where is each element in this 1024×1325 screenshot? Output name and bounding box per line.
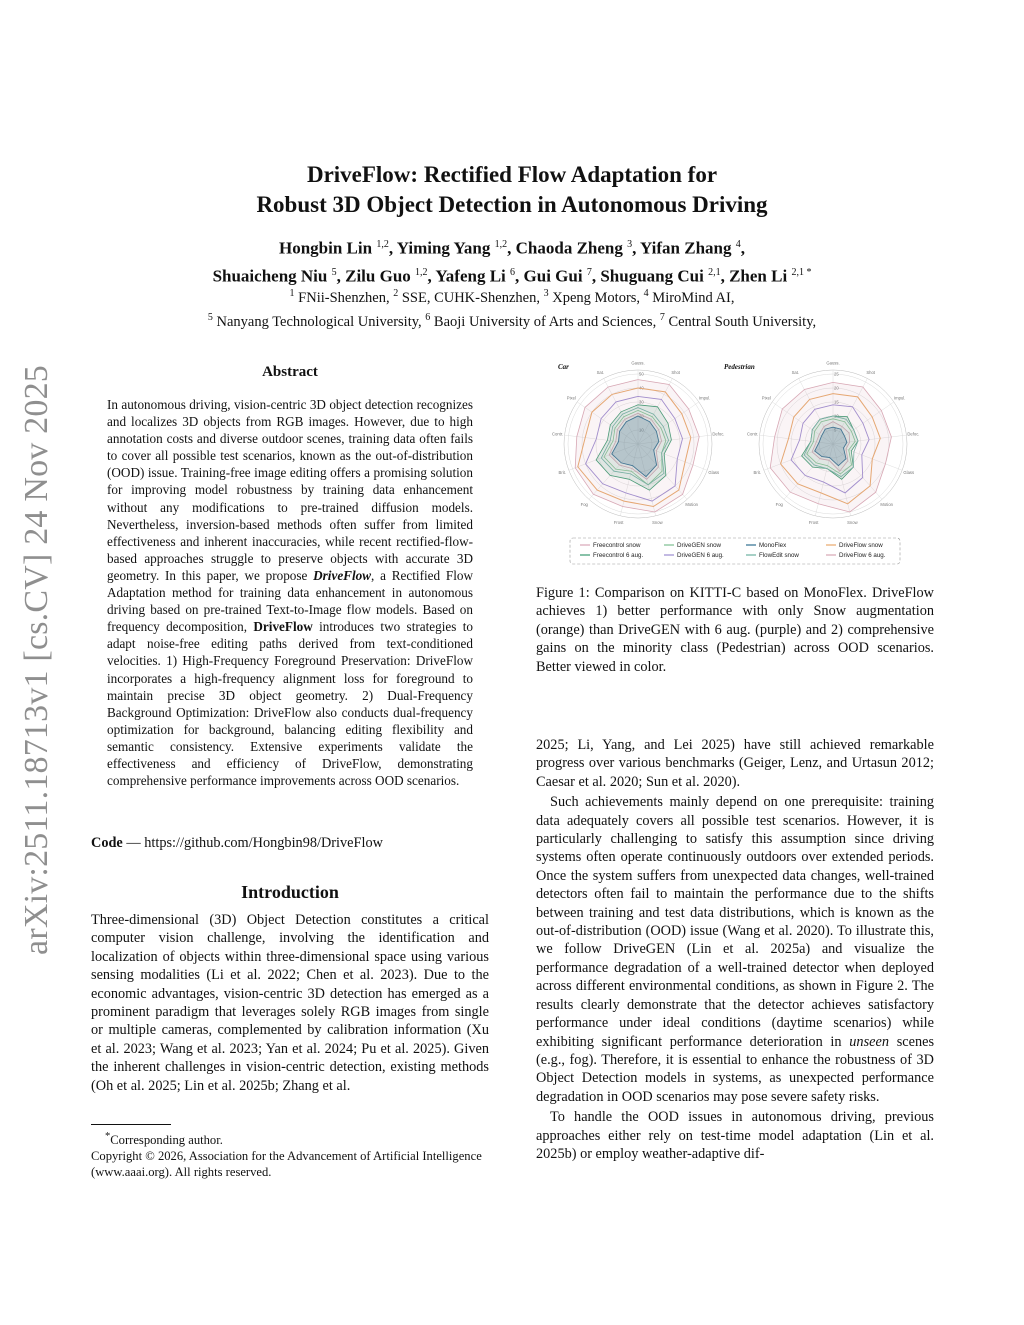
code-label: Code bbox=[91, 835, 123, 851]
affiliation-name: Central South University, bbox=[664, 313, 817, 330]
author-line-1 bbox=[100, 233, 924, 261]
radar-chart-title: Car bbox=[558, 363, 569, 371]
radar-axis-label: Defoc. bbox=[907, 431, 920, 437]
author-name: Zilu Guo bbox=[345, 266, 411, 286]
radar-tick-label: 20 bbox=[834, 385, 839, 391]
method-name-italic: DriveFlow bbox=[313, 567, 372, 583]
author-separator: , bbox=[591, 266, 601, 286]
author-affiliation: 3 bbox=[627, 239, 633, 250]
radar-tick-label: 25 bbox=[834, 371, 839, 377]
radar-axis-label: Impul. bbox=[893, 395, 906, 401]
affiliation-number: 2 bbox=[393, 288, 399, 299]
author-separator: , bbox=[632, 238, 640, 258]
radar-tick-label: 15 bbox=[834, 399, 839, 405]
legend-entry: DriveFlow snow bbox=[839, 542, 883, 549]
author-separator: , bbox=[720, 266, 730, 286]
radar-axis-label: Fog bbox=[580, 502, 588, 508]
paper-title bbox=[120, 160, 904, 220]
radar-axis-label: Motion bbox=[880, 502, 894, 508]
intro-paragraph-3: To handle the OOD issues in autonomous driving, previous approaches either rely on test-time model adaptation (Lin et al. 2025b) or employ weather-adaptive dif- bbox=[536, 1109, 934, 1162]
legend-entry: MonoFlex bbox=[759, 542, 787, 549]
radar-axis-label: Shot bbox=[866, 369, 875, 375]
legend-entry: DriveFlow 6 aug. bbox=[839, 552, 886, 559]
author-affiliation: 2,1 bbox=[708, 266, 721, 278]
corresponding-text: Corresponding author. bbox=[110, 1133, 223, 1148]
affiliation-name: Xpeng Motors, bbox=[548, 289, 644, 306]
arxiv-sidebar bbox=[8, 360, 66, 960]
author-name: Shuguang Cui bbox=[600, 266, 704, 286]
radar-tick-label: 10 bbox=[834, 413, 839, 419]
author-affiliation: 7 bbox=[586, 266, 592, 278]
author-separator: , bbox=[336, 266, 346, 286]
author-affiliation: 6 bbox=[510, 266, 516, 278]
affiliation-number: 5 bbox=[207, 311, 213, 323]
affiliation-name: Nanyang Technological University, bbox=[212, 313, 426, 330]
radar-chart-title: Pedestrian bbox=[724, 363, 755, 371]
legend-entry: DriveGEN snow bbox=[677, 542, 722, 549]
author-separator: , bbox=[427, 266, 436, 286]
radar-axis-label: Shot bbox=[671, 369, 680, 375]
radar-axis-label: Frost bbox=[613, 520, 624, 526]
affiliation-name: SSE, CUHK-Shenzhen, bbox=[398, 289, 544, 306]
code-line bbox=[91, 835, 489, 852]
author-affiliation: 1,2 bbox=[415, 266, 428, 278]
footnote-mark: * bbox=[105, 1131, 111, 1142]
italic-word: unseen bbox=[849, 1033, 889, 1050]
affiliation-name: FNii-Shenzhen, bbox=[294, 289, 394, 306]
author-affiliation: 1,2 bbox=[494, 239, 508, 250]
author-name: Gui Gui bbox=[523, 266, 583, 286]
radar-axis-label: Defoc. bbox=[712, 431, 725, 437]
affiliation-number: 6 bbox=[425, 311, 431, 323]
author-name: Yiming Yang bbox=[396, 238, 491, 258]
intro-paragraph-1 bbox=[91, 911, 489, 1095]
figure-caption: Figure 1: Comparison on KITTI-C based on MonoFlex. DriveFlow achieves 1) better performance with only Snow augmentation (orange) than DriveGEN with 6 aug. (purple) and 2) comprehensive gains on the minority class (Pedestrian) across OOD scenarios. Better viewed in color. bbox=[536, 585, 934, 675]
author-separator: , bbox=[388, 238, 397, 258]
code-link[interactable]: https://github.com/Hongbin98/DriveFlow bbox=[144, 835, 383, 851]
legend-entry: Freecontrol 6 aug. bbox=[593, 552, 644, 559]
radar-tick-label: 40 bbox=[639, 385, 644, 391]
radar-chart-car bbox=[552, 361, 724, 526]
radar-chart-pedestrian bbox=[724, 361, 919, 526]
abstract-text: introduces two strategies to adapt noise-free editing paths derived from text-conditioned velocities. 1) High-Frequency Foreground Preservation: DriveFlow incorporates a high-frequency alignment loss for foreground to maintain precise 3D object geometry. 2) Dual-Frequency Background Optimization: DriveFlow also conducts dual-frequency optimization for background, balancing editing flexibility and semantic consistency. Extensive experiments validate the effectiveness and efficiency of DriveFlow, demonstrating comprehensive performance improvements across OOD scenarios. bbox=[107, 619, 473, 789]
affiliation-name: MiroMind AI, bbox=[648, 289, 735, 306]
title-line-1: DriveFlow: Rectified Flow Adaptation for bbox=[306, 162, 718, 187]
radar-tick-label: 50 bbox=[639, 371, 644, 377]
abstract-text: , a Rectified Flow Adaptation method for training data enhancement in autonomous driving based on pre-trained Text-to-Image flow models. Based on frequency decomposition, bbox=[107, 567, 473, 635]
affiliation-line-1 bbox=[100, 284, 924, 308]
code-dash: — bbox=[122, 835, 145, 851]
radar-tick-label: 10 bbox=[639, 427, 644, 433]
affiliation-line-2 bbox=[100, 308, 924, 332]
radar-figure bbox=[536, 352, 934, 570]
radar-axis-label: Frost bbox=[808, 520, 819, 526]
abstract-heading: Abstract bbox=[262, 364, 318, 380]
radar-series bbox=[575, 380, 699, 512]
radar-axis-label: Contr. bbox=[746, 431, 759, 437]
affiliation-name: Baoji University of Arts and Sciences, bbox=[430, 313, 660, 330]
author-separator: , bbox=[515, 266, 524, 286]
affiliation-number: 4 bbox=[643, 288, 649, 299]
author-name: Yafeng Li bbox=[435, 266, 506, 286]
author-name: Yifan Zhang bbox=[640, 238, 732, 258]
right-column-text bbox=[536, 736, 934, 1163]
legend-entry: FlowEdit snow bbox=[759, 552, 799, 559]
radar-axis-label: Gauss. bbox=[826, 360, 840, 366]
radar-axis-label: Brit. bbox=[558, 470, 566, 476]
affiliation-number: 1 bbox=[289, 288, 295, 299]
radar-axis-label: Motion bbox=[685, 502, 699, 508]
footnote-rule bbox=[91, 1124, 171, 1125]
author-name: Shuaicheng Niu bbox=[212, 266, 328, 286]
author-affiliation: 2,1 * bbox=[791, 266, 812, 278]
paragraph-text: 2025; Li, Yang, and Lei 2025) have still achieved remarkable progress over various benchmarks (Geiger, Lenz, and Urtasun 2012; Caesar et al. 2020; Sun et al. 2020). bbox=[536, 737, 934, 790]
radar-axis-label: Pixel bbox=[566, 395, 576, 401]
radar-axis-label: Brit. bbox=[753, 470, 761, 476]
affiliation-number: 7 bbox=[659, 311, 665, 323]
author-affiliation: 4 bbox=[735, 239, 741, 250]
author-separator: , bbox=[740, 238, 745, 258]
author-name: Zhen Li bbox=[729, 266, 788, 286]
footnote bbox=[91, 1129, 489, 1180]
copyright-note: Copyright © 2026, Association for the Advancement of Artificial Intelligence (www.aaai.org). All rights reserved. bbox=[91, 1149, 482, 1180]
radar-axis-label: Glass bbox=[903, 470, 915, 476]
method-name-bold: DriveFlow bbox=[253, 619, 313, 635]
affiliation-number: 3 bbox=[543, 288, 549, 299]
intro-paragraph-2 bbox=[536, 793, 934, 1106]
author-separator: , bbox=[507, 238, 516, 258]
radar-axis-label: Contr. bbox=[551, 431, 564, 437]
radar-axis-label: Glass bbox=[708, 470, 720, 476]
radar-tick-label: 5 bbox=[834, 427, 837, 433]
abstract-text: In autonomous driving, vision-centric 3D object detection recognizes and localizes 3D objects from RGB images. However, due to high annotation costs and diverse outdoor scenes, training data often fails to cover all possible test scenarios, known as the out-of-distribution (OOD) issue. Training-free image editing offers a promising solution for improving model robustness by training data enhancement without any modifications to pre-trained diffusion models. Nevertheless, inversion-based methods often suffer from limited effectiveness and inherent inaccuracies, while recent rectified-flow-based approaches struggle to preserve objects with accurate 3D geometry. In this paper, we propose bbox=[107, 397, 473, 583]
chart-legend bbox=[570, 538, 900, 564]
author-name: Chaoda Zheng bbox=[515, 238, 623, 258]
radar-tick-label: 30 bbox=[639, 399, 644, 405]
radar-axis-label: Snow bbox=[847, 520, 858, 526]
title-line-2: Robust 3D Object Detection in Autonomous Driving bbox=[256, 192, 768, 217]
corresponding-note bbox=[91, 1129, 489, 1148]
author-affiliation: 1,2 bbox=[376, 239, 389, 250]
radar-axis-label: Pixel bbox=[761, 395, 771, 401]
introduction-heading: Introduction bbox=[241, 882, 339, 902]
author-name: Hongbin Lin bbox=[279, 238, 373, 258]
author-affiliation: 5 bbox=[331, 266, 337, 278]
radar-axis-label: Sat. bbox=[791, 369, 800, 375]
author-list bbox=[100, 233, 924, 288]
radar-axis-label: Gauss. bbox=[631, 360, 645, 366]
radar-axis-label: Fog bbox=[775, 502, 783, 508]
radar-axis-label: Impul. bbox=[698, 395, 711, 401]
affiliations bbox=[100, 284, 924, 332]
legend-entry: Freecontrol snow bbox=[593, 542, 641, 549]
radar-axis-label: Sat. bbox=[596, 369, 605, 375]
abstract-body bbox=[107, 396, 473, 789]
arxiv-identifier: arXiv:2511.18713v1 [cs.CV] 24 Nov 2025 bbox=[18, 365, 56, 955]
legend-entry: DriveGEN 6 aug. bbox=[677, 552, 724, 559]
radar-tick-label: 20 bbox=[639, 413, 644, 419]
paragraph-text: scenes (e.g., fog). Therefore, it is essential to enhance the robustness of 3D Object Detection models in systems, as unexpected performance degradation in OOD scenarios may pose severe safety risks. bbox=[536, 1033, 935, 1105]
figure-1 bbox=[536, 352, 934, 570]
paragraph-text: Such achievements mainly depend on one prerequisite: training data adequately covers all possible test scenarios. However, it is particularly challenging to satisfy this assumption since driving systems often operate continuously outdoors over extended periods. Once the system suffers from unexpected data changes, well-trained detectors often fail to maintain the performance due to the shifts between training and test data distributions, which is known as the out-of-distribution (OOD) issue (Wang et al. 2020). To illustrate this, we follow DriveGEN (Lin et al. 2025a) and visualize the performance degradation of a well-trained detector when deployed across different environmental conditions, as shown in Figure 2. The results clearly demonstrate that the detector achieves satisfactory performance under ideal conditions (daytime scenarios) while exhibiting significant performance deterioration in bbox=[536, 794, 934, 1050]
radar-axis-label: Snow bbox=[652, 520, 663, 526]
paragraph-text: Three-dimensional (3D) Object Detection constitutes a critical computer vision challenge, involving the identification and localization of objects within three-dimensional space using various sensing modalities (Li et al. 2022; Chen et al. 2023). Due to the economic advantages, vision-centric 3D detection has emerged as a prominent paradigm that leverages solely RGB images from single or multiple cameras, complemented by calibration information (Xu et al. 2023; Wang et al. 2023; Yan et al. 2024; Pu et al. 2025). Given the inherent challenges in vision-centric detection, existing methods (Oh et al. 2025; Lin et al. 2025b; Zhang et al. bbox=[91, 912, 489, 1094]
radar-series bbox=[770, 382, 894, 512]
